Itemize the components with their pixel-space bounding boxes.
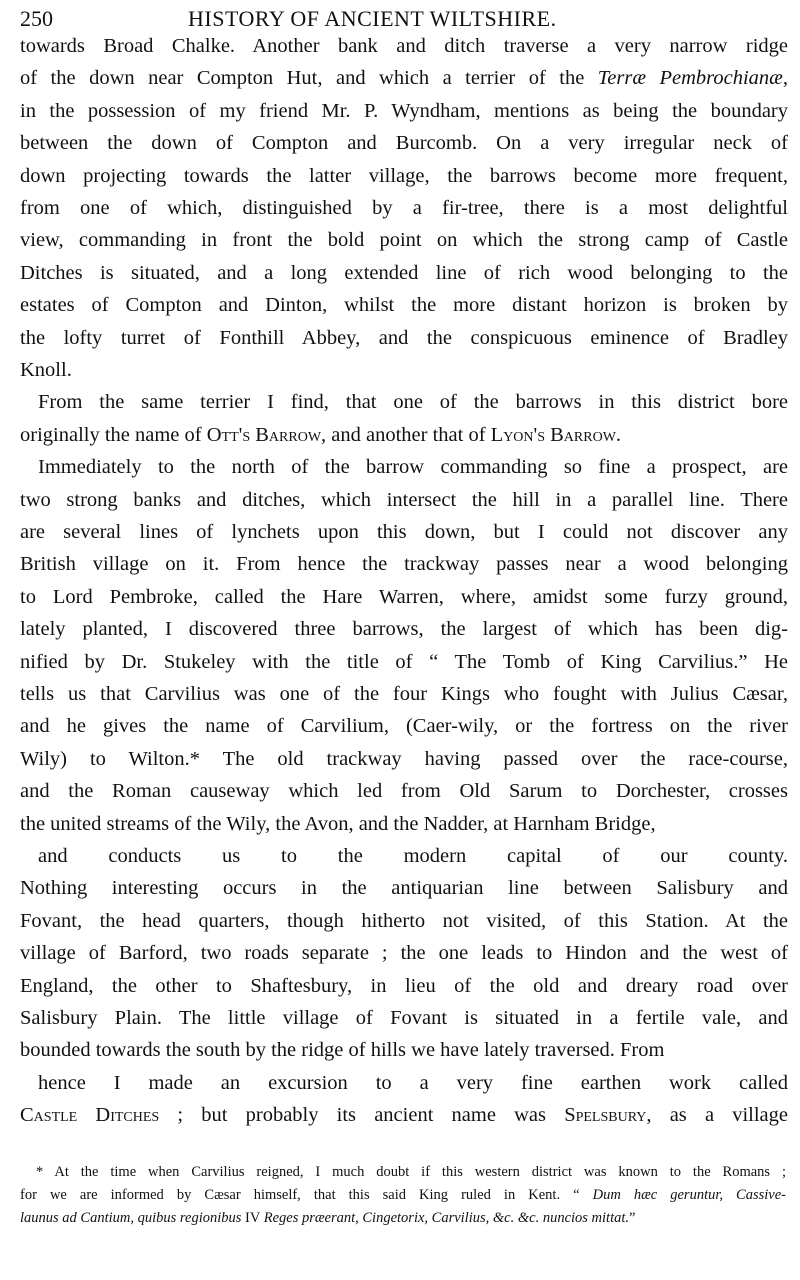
text-line [20,1003,788,1033]
page-number: 250 [20,6,53,31]
text-line [20,647,788,677]
italic-text: Dum hæc geruntur, Cassive- [592,1187,786,1203]
text-segment: estates of Compton and Dinton, whilst the more distant horizon is broken by [20,294,788,317]
text-segment: and the Roman causeway which led from Old Sarum to Dorchester, crosses [20,780,788,803]
text-segment: England, the other to Shaftesbury, in lieu of the old and dreary road over [20,974,788,997]
text-segment: hence I made an excursion to a very fine earthen work called [38,1071,788,1094]
text-segment: from one of which, distinguished by a fir-tree, there is a most delightful [20,197,788,219]
footnote-line [20,1208,786,1228]
text-segment: for we are informed by Cæsar himself, that this said King ruled in Kent. “ [20,1187,593,1203]
italic-text: Terræ Pembrochianæ [597,67,783,90]
text-segment: the united streams of the Wily, the Avon, and the Nadder, at Harnham Bridge, [20,812,656,835]
footnote-line [20,1185,786,1205]
text-segment: * At the time when Carvilius reigned, I much doubt if this western district was known to the Romans ; [36,1164,786,1180]
text-line [20,63,788,93]
text-line [20,582,788,612]
text-line [20,420,788,450]
text-segment: and he gives the name of Carvilium, (Caer-wily, or the fortress on the river [20,715,788,738]
text-segment: nified by Dr. Stukeley with the title of “ The Tomb of King Carvilius.” He [20,650,788,673]
text-segment: Immediately to the north of the barrow commanding so fine a prospect, are [38,456,788,479]
text-segment: ; but probably its ancient name was [159,1104,565,1127]
text-line [20,485,788,515]
text-line [20,744,788,774]
text-segment: Wily) to Wilton.* The old trackway having passed over the race-course, [20,747,788,770]
text-segment: two strong banks and ditches, which intersect the hill in a parallel line. There [20,488,788,511]
text-segment: the lofty turret of Fonthill Abbey, and the conspicuous eminence of Bradley [20,326,788,349]
text-segment: down projecting towards the latter village, the barrows become more frequent, [20,164,788,187]
text-segment: lately planted, I discovered three barrows, the largest of which has been dig- [20,618,788,641]
italic-text: launus ad Cantium, quibus regionibus [20,1210,242,1226]
text-segment: originally the name of [20,423,207,446]
text-line [20,906,788,936]
text-line [20,1035,788,1065]
text-line [20,323,788,353]
text-segment: From the same terrier I find, that one of the barrows in this district bore [38,391,788,414]
text-segment: , [782,67,788,90]
text-line [20,971,788,1001]
text-line [20,873,788,903]
small-caps-text: Castle Ditches [20,1104,160,1127]
text-segment: British village on it. From hence the trackway passes near a wood belonging [20,553,788,576]
text-line [20,355,788,385]
text-line [20,258,788,288]
small-caps-text: Spelsbury [564,1104,647,1127]
text-segment: tells us that Carvilius was one of the four Kings who fought with Julius Cæsar, [20,683,788,705]
text-segment: , and another that of [321,423,491,446]
text-segment: towards Broad Chalke. Another bank and ditch traverse a very narrow ridge [20,35,788,57]
small-caps-text: Lyon's Barrow [490,423,616,446]
text-segment: bounded towards the south by the ridge of hills we have lately traversed. From [20,1039,665,1062]
text-segment: Nothing interesting occurs in the antiquarian line between Salisbury and [20,877,788,900]
text-segment: Knoll. [20,359,72,381]
text-line [20,517,788,547]
text-line [20,776,788,806]
text-line [38,841,788,871]
text-segment: of the down near Compton Hut, and which a terrier of the [20,67,598,90]
text-line [38,387,788,417]
text-segment: , as a village [646,1104,788,1127]
text-line [20,711,788,741]
text-segment: and conducts us to the modern capital of our county. [38,845,788,867]
text-segment: are several lines of lynchets upon this down, but I could not discover any [20,521,788,543]
text-segment: . [615,423,622,446]
text-segment: village of Barford, two roads separate ; the one leads to Hindon and the west of [20,942,788,965]
text-line [38,1068,788,1098]
small-caps-text: Ott's Barrow [206,423,322,446]
text-line [38,452,788,482]
text-segment: Salisbury Plain. The little village of Fovant is situated in a fertile vale, and [20,1007,788,1029]
text-line [20,809,788,839]
text-segment: IV [241,1210,264,1226]
text-segment: Ditches is situated, and a long extended line of rich wood belonging to the [20,261,788,284]
running-title: HISTORY OF ANCIENT WILTSHIRE. [188,6,557,31]
text-line [20,161,788,191]
text-line [20,1100,788,1130]
text-line [20,128,788,158]
text-line [20,31,788,61]
text-line [20,96,788,126]
text-line [20,193,788,223]
text-segment: ” [629,1210,636,1226]
text-segment: between the down of Compton and Burcomb. On a very irregular neck of [20,132,788,155]
text-segment: in the possession of my friend Mr. P. Wyndham, mentions as being the boundary [20,99,788,122]
text-line [20,290,788,320]
text-line [20,938,788,968]
text-line [20,549,788,579]
text-line [20,679,788,709]
italic-text: Reges præerant, Cingetorix, Carvilius, &c. &c. nuncios mittat. [263,1210,630,1226]
footnote-line [36,1162,786,1182]
text-line [20,614,788,644]
text-segment: view, commanding in front the bold point on which the strong camp of Castle [20,229,788,252]
text-line [20,225,788,255]
text-segment: to Lord Pembroke, called the Hare Warren, where, amidst some furzy ground, [20,585,788,608]
text-segment: Fovant, the head quarters, though hitherto not visited, of this Station. At the [20,909,788,932]
